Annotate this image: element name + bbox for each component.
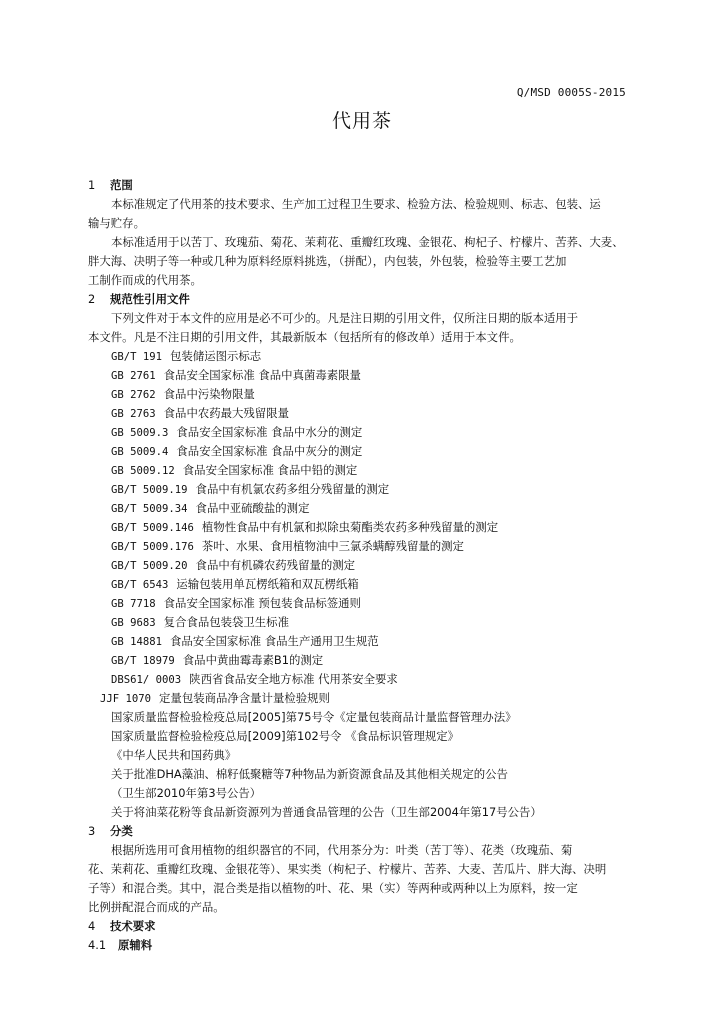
reference-item: 关于将油菜花粉等食品新资源列为普通食品管理的公告（卫生部2004年第17号公告） [111, 805, 542, 819]
section-heading: 4 技术要求 [88, 919, 156, 933]
paragraph-line: 花、茉莉花、重瓣红玫瑰、金银花等）、果实类（枸杞子、柠檬片、苦荞、大麦、苦瓜片、胖大海、决明 [88, 862, 607, 876]
paragraph-line: 工制作而成的代用茶。 [88, 273, 202, 287]
paragraph-line: 下列文件对于本文件的应用是必不可少的。凡是注日期的引用文件，仅所注日期的版本适用于 [111, 311, 579, 325]
reference-item: JJF 1070 定量包装商品净含量计量检验规则 [100, 691, 330, 705]
reference-item: GB 2762 食品中污染物限量 [111, 387, 255, 401]
reference-item: GB/T 5009.146 植物性食品中有机氯和拟除虫菊酯类农药多种残留量的测定 [111, 520, 499, 534]
paragraph-line: 根据所选用可食用植物的组织器官的不同，代用茶分为：叶类（苦丁等）、花类（玫瑰茄、菊 [111, 843, 573, 857]
paragraph-line: 本标准适用于以苦丁、玫瑰茄、菊花、茉莉花、重瓣红玫瑰、金银花、枸杞子、柠檬片、苦荞、大麦、 [111, 235, 624, 249]
reference-item: GB 2763 食品中农药最大残留限量 [111, 406, 289, 420]
reference-item: GB/T 5009.34 食品中亚硫酸盐的测定 [111, 501, 310, 515]
reference-item: GB/T 6543 运输包装用单瓦楞纸箱和双瓦楞纸箱 [111, 577, 359, 591]
reference-item: GB/T 5009.19 食品中有机氯农药多组分残留量的测定 [111, 482, 390, 496]
paragraph-line: 子等）和混合类。其中，混合类是指以植物的叶、花、果（实）等两种或两种以上为原料，按一定 [88, 881, 578, 895]
document-title: 代用茶 [331, 110, 392, 132]
reference-item: 关于批准DHA藻油、棉籽低聚糖等7种物品为新资源食品及其他相关规定的公告 [111, 767, 508, 781]
reference-item: 国家质量监督检验检疫总局[2009]第102号令 《食品标识管理规定》 [111, 729, 460, 743]
paragraph-line: 输与贮存。 [88, 216, 145, 230]
reference-item: GB 5009.3 食品安全国家标准 食品中水分的测定 [111, 425, 363, 439]
section-heading: 1 范围 [88, 178, 133, 192]
reference-item: 《中华人民共和国药典》 [111, 748, 237, 762]
reference-item: GB/T 5009.176 茶叶、水果、食用植物油中三氯杀螨醇残留量的测定 [111, 539, 464, 553]
document-body [88, 176, 640, 955]
reference-item: GB 5009.4 食品安全国家标准 食品中灰分的测定 [111, 444, 363, 458]
reference-item: GB/T 18979 食品中黄曲霉毒素B1的测定 [111, 653, 324, 667]
section-heading: 3 分类 [88, 824, 133, 838]
reference-item: GB/T 191 包装储运图示标志 [111, 349, 262, 363]
reference-item: GB 2761 食品安全国家标准 食品中真菌毒素限量 [111, 368, 361, 382]
paragraph-line: 胖大海、决明子等一种或几种为原料经原料挑选，（拼配），内包装，外包装，检验等主要工艺加 [88, 254, 567, 268]
reference-item: （卫生部2010年第3号公告） [111, 786, 262, 800]
paragraph-line: 本标准规定了代用茶的技术要求、生产加工过程卫生要求、检验方法、检验规则、标志、包装、运 [111, 197, 601, 211]
reference-item: GB 9683 复合食品包装袋卫生标准 [111, 615, 289, 629]
reference-item: GB 7718 食品安全国家标准 预包装食品标签通则 [111, 596, 361, 610]
reference-item: DBS61/ 0003 陕西省食品安全地方标准 代用茶安全要求 [111, 672, 398, 686]
reference-item: GB 14881 食品安全国家标准 食品生产通用卫生规范 [111, 634, 379, 648]
paragraph-line: 本文件。凡是不注日期的引用文件，其最新版本（包括所有的修改单）适用于本文件。 [88, 330, 521, 344]
reference-item: GB 5009.12 食品安全国家标准 食品中铅的测定 [111, 463, 358, 477]
paragraph-line: 比例拼配混合而成的产品。 [88, 900, 225, 914]
subsection-heading: 4.1 原辅料 [88, 938, 153, 952]
standard-code: Q/MSD 0005S-2015 [516, 86, 626, 99]
reference-item: GB/T 5009.20 食品中有机磷农药残留量的测定 [111, 558, 356, 572]
reference-item: 国家质量监督检验检疫总局[2005]第75号令《定量包装商品计量监督管理办法》 [111, 710, 517, 724]
section-heading: 2 规范性引用文件 [88, 292, 190, 306]
